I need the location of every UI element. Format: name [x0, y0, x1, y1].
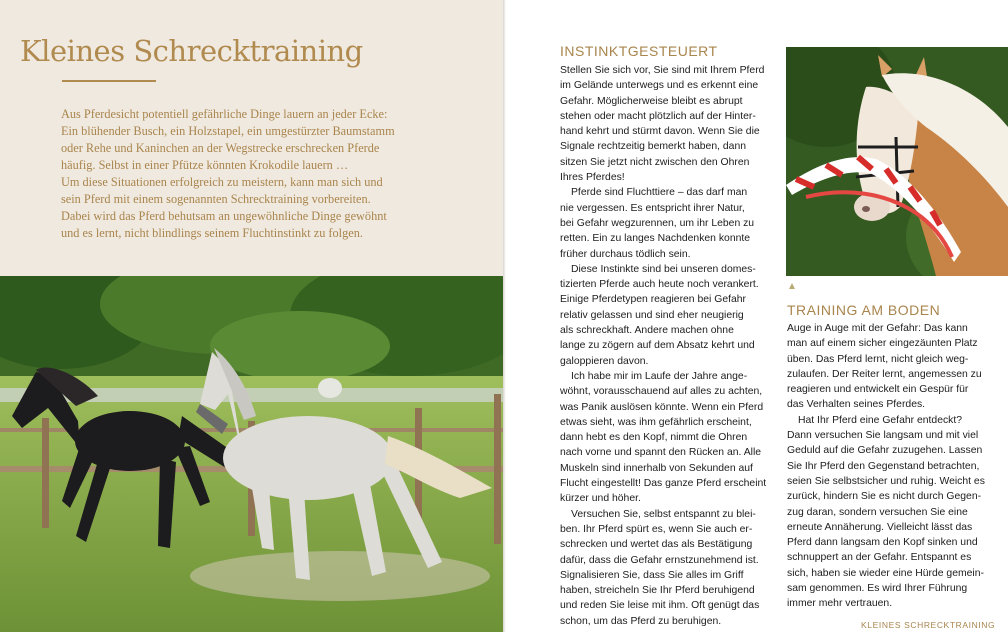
intro-paragraph: [61, 106, 501, 242]
intro-line: oder Rehe und Kaninchen an der Wegstrecke erschrecken Pferde: [61, 141, 380, 155]
text-line: stehen oder macht plötzlich auf der Hinter-: [560, 110, 756, 122]
text-line: seien Sie selbstsicher und ruhig. Weicht es: [787, 475, 985, 487]
section-heading-ground-training: TRAINING AM BODEN: [787, 302, 941, 318]
text-line: Signale rechtzeitig bemerkt haben, dann: [560, 141, 746, 153]
intro-line: Um diese Situationen erfolgreich zu meistern, kann man sich und: [61, 175, 383, 189]
text-line: Sie Ihr Pferd den Gegenstand betrachten,: [787, 460, 980, 472]
text-line: zug daran, sondern versuchen Sie eine: [787, 506, 968, 518]
intro-line: sein Pferd mit einem sogenannten Schrecktraining vorbereiten.: [61, 192, 371, 206]
text-line: immer mehr vertrauen.: [787, 598, 893, 610]
text-line: nach vorne und spannt den Rücken an. Alle: [560, 447, 762, 459]
text-line: Stellen Sie sich vor, Sie sind mit Ihrem Pferd: [560, 65, 765, 76]
text-line: kürzer und höher.: [560, 493, 641, 505]
text-line: retten. Ein zu langes Nachdenken konnte: [560, 233, 751, 245]
intro-line: und es lernt, nicht blindlings seinem Fluchtinstinkt zu folgen.: [61, 226, 363, 240]
intro-line: Ein blühender Busch, ein Holzstapel, ein umgestürzter Baumstamm: [61, 124, 395, 138]
left-page: [0, 0, 503, 632]
text-line: galoppieren davon.: [560, 355, 649, 367]
text-line: haben, streicheln Sie Ihr Pferd beruhigend: [560, 585, 755, 597]
text-line: erneute Annäherung. Vielleicht lässt das: [787, 521, 973, 533]
text-line: Gefahr. Möglicherweise bleibt es abrupt: [560, 95, 743, 107]
text-line: sitzen Sie jetzt nicht zwischen den Ohren: [560, 156, 750, 168]
text-line: zulaufen. Der Reiter lernt, angemessen zu: [787, 368, 982, 380]
text-line: Flucht eingestellt! Das ganze Pferd erscheint: [560, 478, 767, 490]
column-instinct-text: [560, 63, 778, 629]
gutter-shadow: [503, 0, 506, 632]
text-line: Muskeln sind innerhalb von Sekunden auf: [560, 462, 753, 474]
text-line: Signalisieren Sie, dass Sie alles im Griff: [560, 569, 744, 581]
page-title: Kleines Schrecktraining: [20, 34, 363, 68]
text-line: Versuchen Sie, selbst entspannt zu blei-: [571, 508, 756, 520]
text-line: üben. Das Pferd lernt, nicht gleich weg-: [787, 353, 969, 365]
text-line: Auge in Auge mit der Gefahr: Das kann: [787, 323, 968, 334]
text-line: und reden Sie leise mit ihm. Oft genügt das: [560, 600, 760, 612]
intro-line: häufig. Selbst in einer Pfütze könnten Krokodile lauern …: [61, 158, 349, 172]
text-line: man auf einem sicher eingezäunten Platz: [787, 338, 978, 350]
text-line: früher durchaus tödlich sein.: [560, 248, 691, 260]
text-line: bei Gefahr wegzurennen, um ihr Leben zu: [560, 217, 755, 229]
text-line: relativ gelassen und sind eher neugierig: [560, 309, 744, 321]
text-line: dafür, dass die Gefahr ernstzunehmend ist.: [560, 554, 759, 566]
section-heading-instinct: INSTINKTGESTEUERT: [560, 43, 718, 59]
text-line: reagieren und entwickelt ein Gespür für: [787, 384, 969, 396]
text-line: lange zu zögern auf dem Absatz kehrt und: [560, 340, 755, 352]
intro-box: [0, 0, 503, 276]
text-line: schnuppert an der Gefahr. Entspannt es: [787, 552, 972, 564]
text-line: Ihres Pferdes!: [560, 172, 625, 184]
text-line: schon, um das Pferd zu beruhigen.: [560, 615, 722, 627]
running-footer: KLEINES SCHRECKTRAINING: [861, 620, 996, 630]
caption-marker-icon: [789, 283, 795, 289]
text-line: schrecken und wertet das als Bestätigung: [560, 539, 753, 551]
text-line: im Gelände unterwegs und es erkennt eine: [560, 80, 759, 92]
text-line: Pferde sind Fluchttiere – das darf man: [571, 187, 748, 199]
text-line: dann hebt es den Kopf, nimmt die Ohren: [560, 432, 748, 444]
text-line: ben. Ihr Pferd spürt es, wenn Sie auch er-: [560, 523, 753, 535]
intro-line: Aus Pferdesicht potentiell gefährliche Dinge lauern an jeder Ecke:: [61, 107, 388, 121]
title-rule: [62, 80, 156, 82]
text-line: Geduld auf die Gefahr zuzugehen. Lassen: [787, 445, 983, 457]
text-line: sam genommen. Es wird Ihrer Führung: [787, 583, 968, 595]
column-ground-training-text: [787, 321, 1002, 612]
text-line: Ich habe mir im Laufe der Jahre ange-: [571, 370, 748, 382]
text-line: Einige Pferdetypen reagieren bei Gefahr: [560, 294, 746, 306]
text-line: Hat Ihr Pferd eine Gefahr entdeckt?: [798, 414, 963, 426]
text-line: was Panik auslösen könnte. Wenn ein Pferd: [560, 401, 764, 413]
text-line: nie vergessen. Es entspricht ihrer Natur,: [560, 202, 745, 214]
text-line: Pferd dann langsam den Kopf sinken und: [787, 537, 978, 549]
text-line: zurück, hindern Sie es nicht durch Gegen-: [787, 491, 982, 503]
text-line: sich, haben sie wieder eine Hürde gemein-: [787, 567, 984, 579]
text-line: etwas sieht, was ihm gefährlich erscheint,: [560, 416, 752, 428]
text-line: wöhnt, vorausschauend auf alles zu achten,: [560, 386, 763, 398]
text-line: das Verhalten seines Pferdes.: [787, 399, 926, 411]
intro-line: Dabei wird das Pferd behutsam an ungewöhnliche Dinge gewöhnt: [61, 209, 387, 223]
galloping-horses-photo: [0, 276, 503, 632]
horse-with-ribbon-photo: [786, 47, 1008, 276]
text-line: als schreckhaft. Andere machen ohne: [560, 325, 734, 337]
text-line: Dann versuchen Sie langsam und mit viel: [787, 430, 979, 442]
text-line: Diese Instinkte sind bei unseren domes-: [571, 263, 756, 275]
text-line: tizierten Pferde auch heute noch verankert.: [560, 279, 759, 291]
text-line: hand kehrt und stürmt davon. Wenn Sie die: [560, 126, 760, 138]
